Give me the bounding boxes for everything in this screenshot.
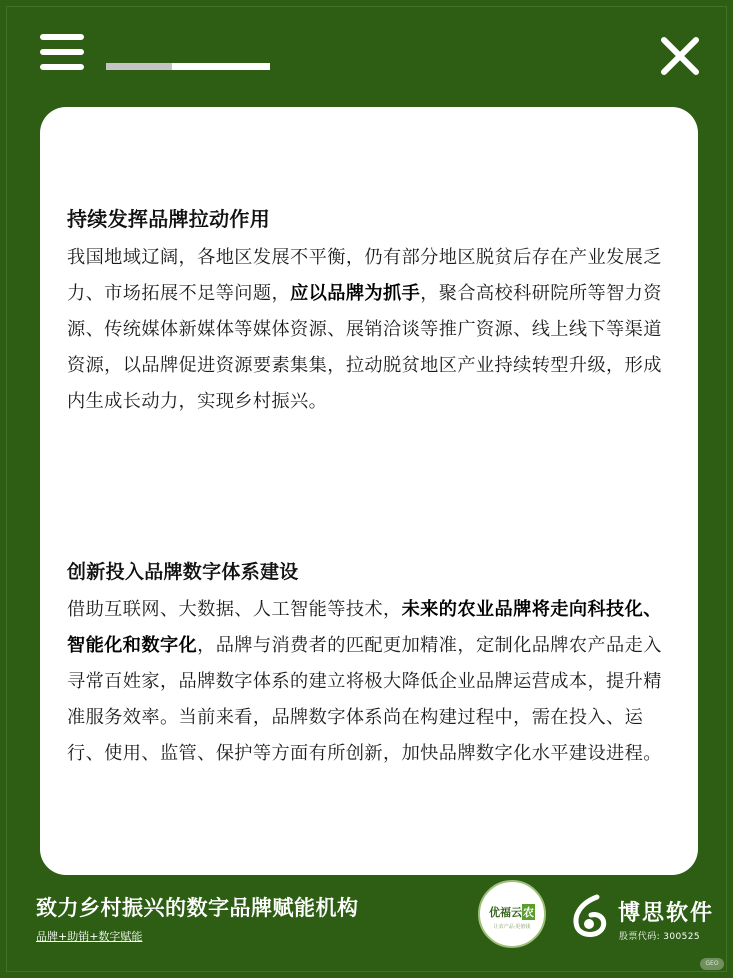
logo-text: 优福云农 (489, 906, 534, 919)
paragraph-emphasis: 应以品牌为抓手 (290, 283, 421, 304)
section-heading: 持续发挥品牌拉动作用 (67, 207, 270, 231)
hamburger-menu-icon[interactable] (40, 34, 86, 72)
paragraph-text: 借助互联网、大数据、人工智能等技术， (67, 599, 402, 620)
section-paragraph (67, 240, 677, 420)
paragraph-text: ，品牌与消费者的匹配更加精准，定制化品牌农产品走入寻常百姓家，品牌数字体系的建立将极大降低企业品牌运营成本，提升精准服务效率。当前来看，品牌数字体系尚在构建过程中，需在投入、运行、使用、监管、保护等方面有所创新，加快品牌数字化水平建设进程。 (67, 635, 662, 764)
footer-slogan: 致力乡村振兴的数字品牌赋能机构 (36, 896, 359, 920)
section-paragraph (67, 592, 677, 772)
content-card (40, 107, 698, 875)
paragraph-emphasis: 未来的农业品牌将走向科技化、智能化和数字化 (67, 599, 662, 656)
paragraph-text: 我国地域辽阔，各地区发展不平衡，仍有部分地区脱贫后存在产业发展乏力、市场拓展不足等问题， (67, 247, 662, 304)
bosi-logo-name: 博思软件 (618, 901, 715, 926)
corner-badge: GEO (700, 958, 724, 970)
section-digital-system (67, 557, 677, 772)
footer-tagline-link[interactable]: 品牌+助销+数字赋能 (36, 930, 143, 943)
progress-fill (106, 63, 172, 70)
stock-code: 股票代码: 300525 (619, 932, 701, 942)
close-icon[interactable] (658, 34, 702, 78)
paragraph-text: ，聚合高校科研院所等智力资源、传统媒体新媒体等媒体资源、展销洽谈等推广资源、线上线下等渠道资源，以品牌促进资源要素集集，拉动脱贫地区产业持续转型升级，形成内生成长动力，实现乡村振兴。 (67, 283, 662, 412)
youfuyun-logo (478, 880, 546, 948)
logo-tagline: 让农产品·更值钱 (493, 924, 531, 930)
bosi-logo-icon (569, 893, 613, 939)
progress-bar (106, 63, 270, 70)
section-heading: 创新投入品牌数字体系建设 (67, 561, 299, 583)
section-brand-driving (67, 203, 677, 420)
